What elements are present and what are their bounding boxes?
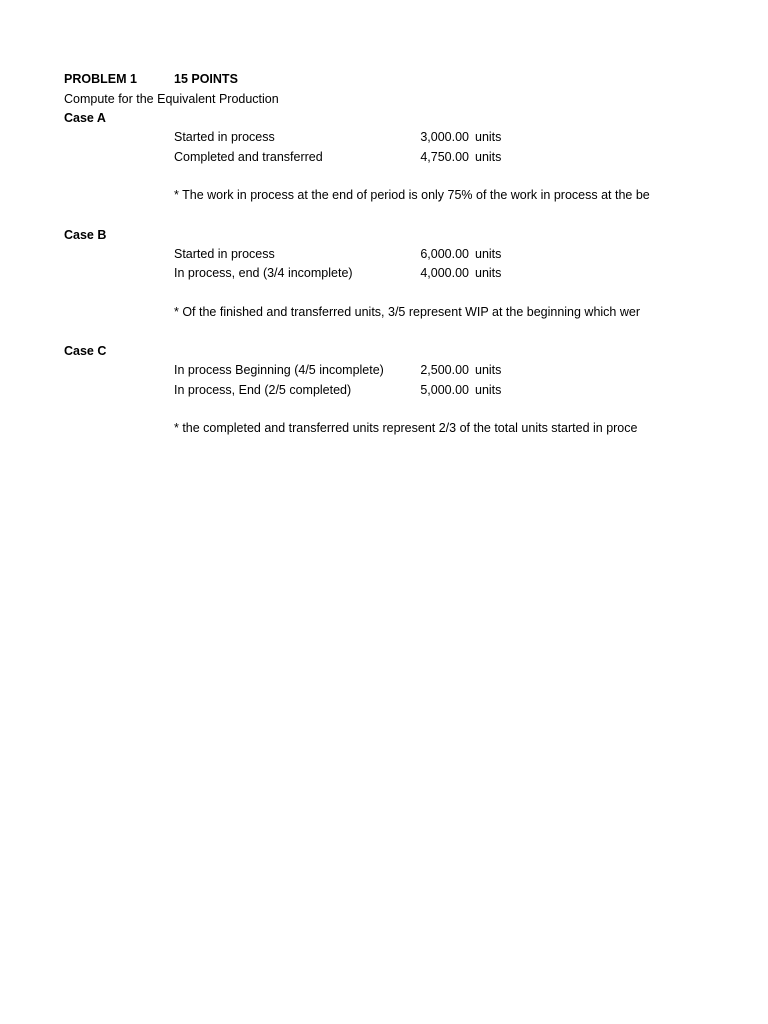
case-a-row-1-label: Started in process [174,130,275,144]
case-b-row-1-unit: units [475,247,502,261]
case-c-note: * the completed and transferred units represent 2/3 of the total units started in proce [174,421,638,435]
case-c-label: Case C [64,344,107,358]
case-c-row-1-value: 2,500.00 [420,363,469,377]
case-c-row-2-value: 5,000.00 [420,383,469,397]
case-c-row-2-unit: units [475,383,502,397]
case-a-note: * The work in process at the end of period is only 75% of the work in process at the be [174,188,650,202]
case-b-row-2-label: In process, end (3/4 incomplete) [174,266,353,280]
case-c-row-1-label: In process Beginning (4/5 incomplete) [174,363,384,377]
case-a-row-2-label: Completed and transferred [174,150,323,164]
case-a-row-2-value: 4,750.00 [420,150,469,164]
case-b-row-2-unit: units [475,266,502,280]
case-c-row-1-unit: units [475,363,502,377]
case-a-row-2-unit: units [475,150,502,164]
case-a-row-1-unit: units [475,130,502,144]
case-b-note: * Of the finished and transferred units, 3/5 represent WIP at the beginning which wer [174,305,641,319]
problem-instruction: Compute for the Equivalent Production [64,92,279,106]
case-b-row-1-label: Started in process [174,247,275,261]
case-b-label: Case B [64,228,107,242]
case-a-label: Case A [64,111,106,125]
case-c-row-2-label: In process, End (2/5 completed) [174,383,352,397]
problem-title: PROBLEM 1 [64,72,137,86]
case-a-row-1-value: 3,000.00 [420,130,469,144]
case-b-row-2-value: 4,000.00 [420,266,469,280]
problem-points: 15 POINTS [174,72,238,86]
case-b-row-1-value: 6,000.00 [420,247,469,261]
